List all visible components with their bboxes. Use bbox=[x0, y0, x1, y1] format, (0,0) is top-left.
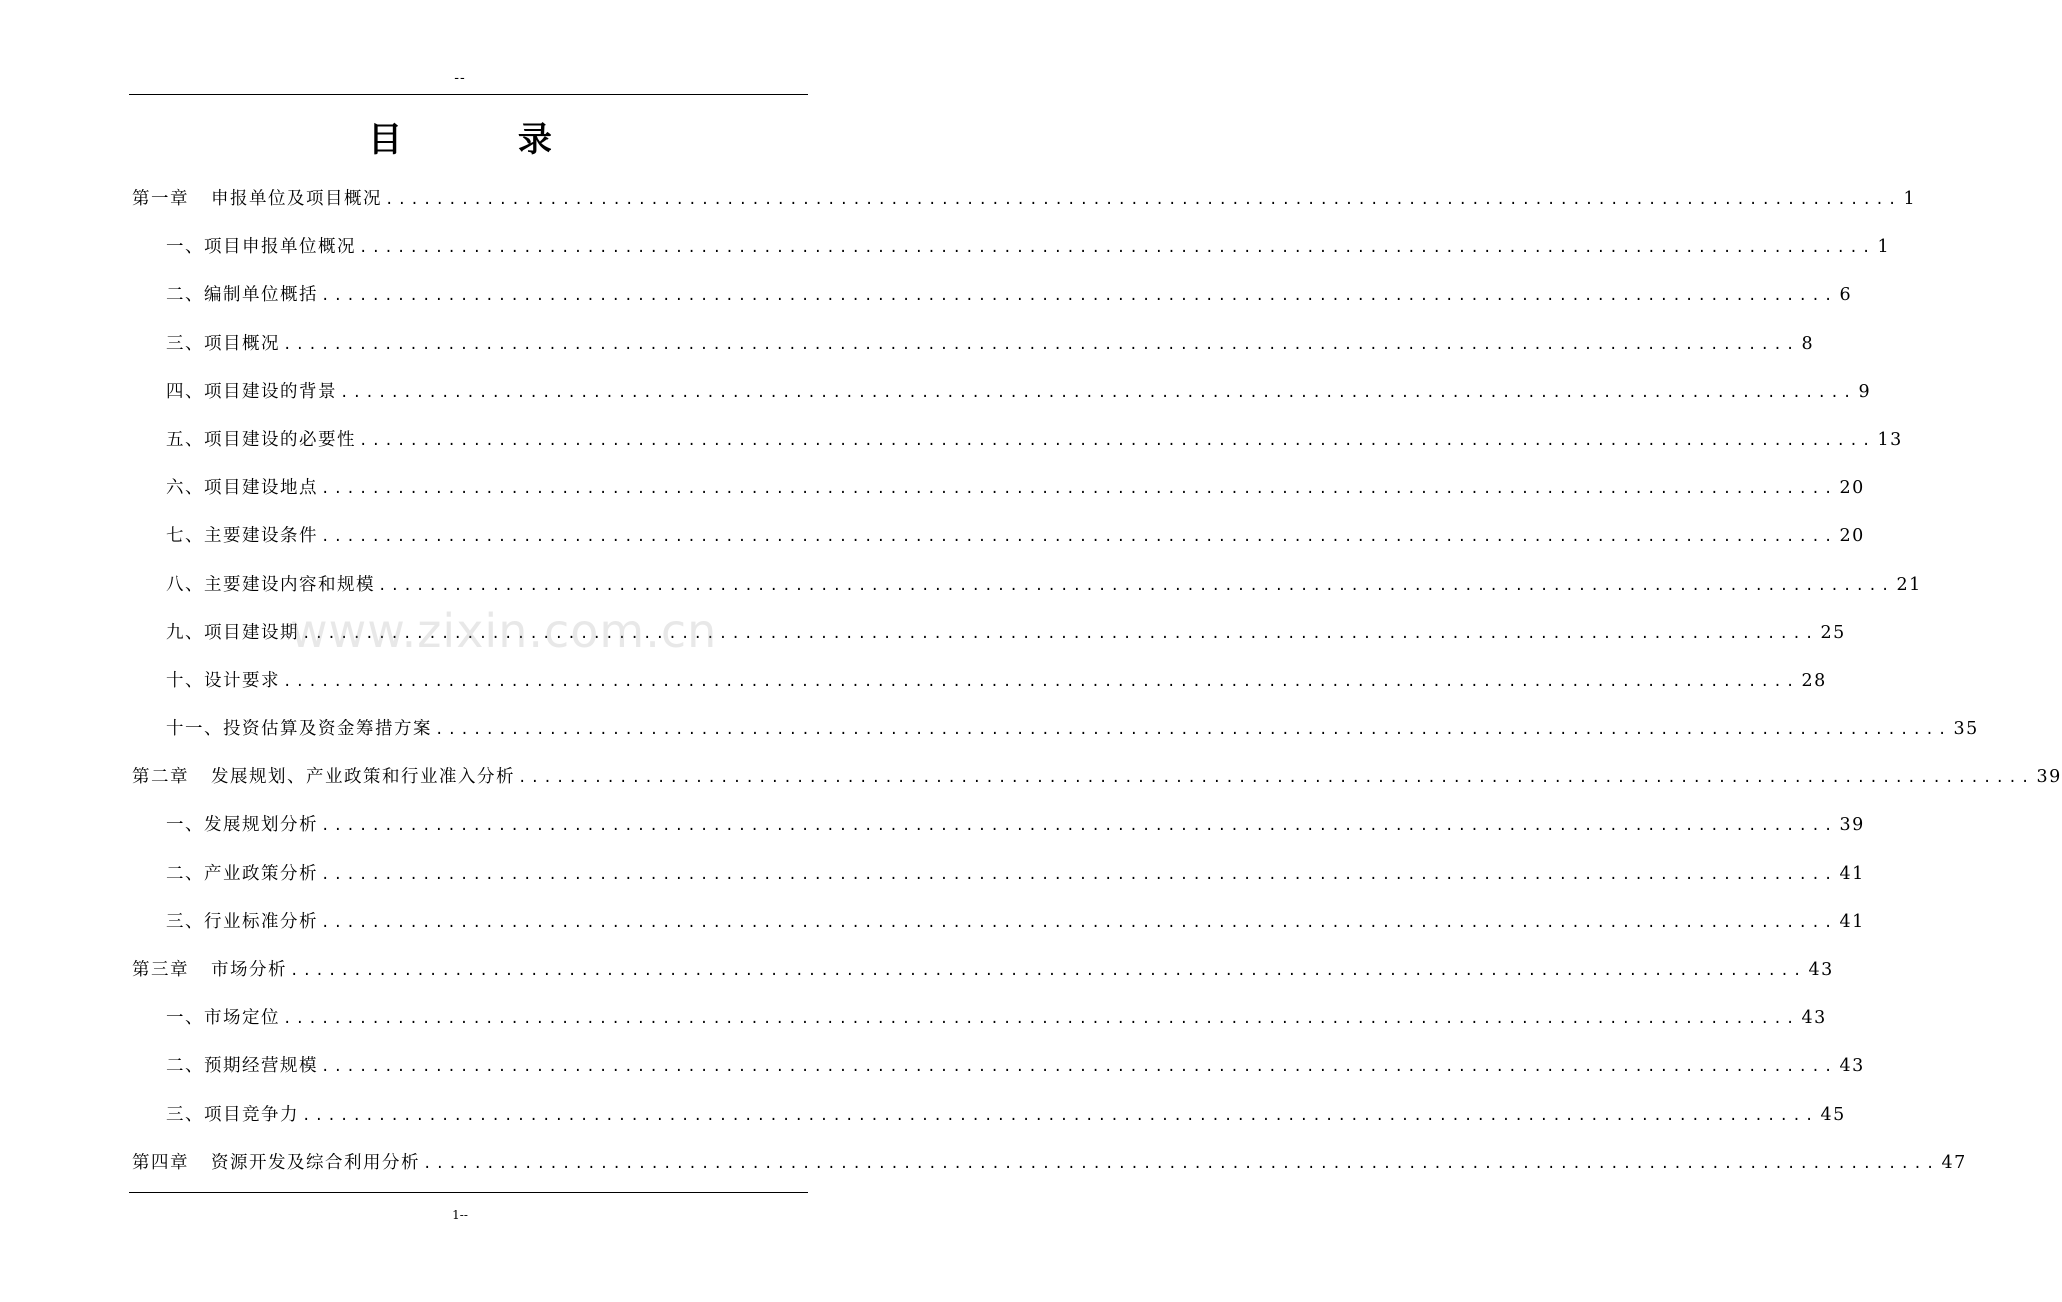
toc-entry-text: 编制单位概括 bbox=[204, 285, 318, 306]
toc-page-number: 45 bbox=[1820, 1104, 1846, 1125]
toc-section-entry[interactable] bbox=[132, 330, 1815, 378]
toc-entry-text: 预期经营规模 bbox=[204, 1056, 318, 1077]
toc-section-entry[interactable] bbox=[132, 1004, 1827, 1052]
toc-dot-leader: ........................................................................................................................ bbox=[340, 384, 1856, 401]
toc-entry-text: 项目建设期 bbox=[204, 622, 299, 643]
toc-dot-leader: ........................................................................................................................ bbox=[321, 818, 1837, 835]
toc-entry-title bbox=[132, 667, 280, 692]
toc-page-number: 1 bbox=[1903, 189, 1917, 209]
toc-dot-leader: ........................................................................................................................ bbox=[385, 192, 1901, 208]
toc-entry-text: 发展规划分析 bbox=[204, 815, 318, 836]
toc-page-number: 43 bbox=[1839, 1056, 1865, 1077]
toc-entry-title bbox=[132, 619, 299, 644]
toc-entry-text: 项目申报单位概况 bbox=[204, 237, 356, 258]
toc-entry-number: 二、 bbox=[166, 863, 204, 884]
toc-entry-text: 主要建设条件 bbox=[204, 526, 318, 547]
toc-page-number: 47 bbox=[1941, 1152, 1967, 1173]
toc-section-entry[interactable] bbox=[132, 908, 1865, 956]
toc-entry-number: 二、 bbox=[166, 1056, 204, 1077]
toc-section-entry[interactable] bbox=[132, 860, 1865, 908]
toc-dot-leader: ........................................................................................................................ bbox=[283, 1011, 1799, 1028]
toc-page-number: 8 bbox=[1801, 333, 1815, 354]
toc-entry-title bbox=[132, 908, 318, 933]
toc-entry-text: 资源开发及综合利用分析 bbox=[211, 1152, 420, 1173]
toc-entry-text: 发展规划、产业政策和行业准入分析 bbox=[211, 767, 515, 788]
toc-page-number: 21 bbox=[1896, 574, 1922, 595]
toc-entry-number: 二、 bbox=[166, 285, 204, 306]
toc-entry-title bbox=[132, 330, 280, 355]
toc-entry-text: 项目概况 bbox=[204, 333, 280, 354]
toc-entry-number: 三、 bbox=[166, 1104, 204, 1125]
toc-page-number: 43 bbox=[1808, 960, 1834, 980]
toc-entry-number: 三、 bbox=[166, 911, 204, 932]
toc-entry-number: 一、 bbox=[166, 1008, 204, 1029]
toc-page-number: 35 bbox=[1953, 719, 1979, 740]
toc-page-number: 41 bbox=[1839, 863, 1865, 884]
toc-entry-text: 市场定位 bbox=[204, 1008, 280, 1029]
toc-dot-leader: ........................................................................................................................ bbox=[321, 529, 1837, 546]
toc-entry-title bbox=[132, 185, 382, 210]
toc-entry-text: 投资估算及资金筹措方案 bbox=[223, 719, 432, 740]
toc-dot-leader: ........................................................................................................................ bbox=[302, 625, 1818, 642]
toc-page-number: 43 bbox=[1801, 1008, 1827, 1029]
toc-entry-title bbox=[132, 1052, 318, 1077]
toc-entry-title bbox=[132, 1149, 420, 1174]
toc-entry-text: 市场分析 bbox=[211, 960, 287, 980]
toc-section-entry[interactable] bbox=[132, 811, 1865, 859]
toc-dot-leader: ........................................................................................................................ bbox=[302, 1107, 1818, 1124]
toc-page-number: 41 bbox=[1839, 911, 1865, 932]
footer-divider bbox=[129, 1192, 808, 1193]
toc-section-entry[interactable] bbox=[132, 571, 1922, 619]
toc-section-entry[interactable] bbox=[132, 1101, 1846, 1149]
toc-dot-leader: ........................................................................................................................ bbox=[321, 288, 1837, 305]
toc-entry-title bbox=[132, 811, 318, 836]
toc-entry-number: 八、 bbox=[166, 574, 204, 595]
toc-entry-text: 项目竞争力 bbox=[204, 1104, 299, 1125]
toc-entry-text: 设计要求 bbox=[204, 670, 280, 691]
toc-page-number: 1 bbox=[1877, 237, 1891, 258]
toc-entry-text: 行业标准分析 bbox=[204, 911, 318, 932]
table-of-contents bbox=[132, 185, 2062, 1197]
toc-entry-number: 一、 bbox=[166, 237, 204, 258]
toc-dot-leader: ........................................................................................................................ bbox=[359, 240, 1875, 257]
toc-entry-text: 项目建设的必要性 bbox=[204, 429, 356, 450]
toc-section-entry[interactable] bbox=[132, 233, 1891, 281]
toc-chapter-entry[interactable] bbox=[132, 1149, 1967, 1197]
toc-entry-text: 项目建设地点 bbox=[204, 478, 318, 499]
toc-section-entry[interactable] bbox=[132, 474, 1865, 522]
toc-dot-leader: ........................................................................................................................ bbox=[321, 481, 1837, 498]
page-footer: 1-- bbox=[452, 1208, 468, 1222]
toc-entry-number: 第四章 bbox=[132, 1152, 189, 1173]
toc-entry-title bbox=[132, 281, 318, 306]
toc-entry-text: 主要建设内容和规模 bbox=[204, 574, 375, 595]
toc-section-entry[interactable] bbox=[132, 426, 1903, 474]
watermark: www.zixin.com.cn bbox=[290, 604, 718, 658]
toc-dot-leader: ........................................................................................................................ bbox=[378, 577, 1894, 594]
toc-entry-number: 六、 bbox=[166, 478, 204, 499]
toc-section-entry[interactable] bbox=[132, 619, 1846, 667]
toc-section-entry[interactable] bbox=[132, 667, 1827, 715]
toc-entry-number: 十、 bbox=[166, 670, 204, 691]
toc-chapter-entry[interactable] bbox=[132, 956, 1834, 1004]
toc-chapter-entry[interactable] bbox=[132, 185, 1917, 233]
toc-entry-number: 一、 bbox=[166, 815, 204, 836]
toc-dot-leader: ........................................................................................................................ bbox=[321, 1059, 1837, 1076]
toc-section-entry[interactable] bbox=[132, 522, 1865, 570]
toc-entry-number: 五、 bbox=[166, 429, 204, 450]
toc-entry-title bbox=[132, 1101, 299, 1126]
toc-entry-title bbox=[132, 474, 318, 499]
toc-entry-title bbox=[132, 571, 375, 596]
toc-page-number: 20 bbox=[1839, 526, 1865, 547]
toc-page-number: 25 bbox=[1820, 622, 1846, 643]
toc-dot-leader: ........................................................................................................................ bbox=[283, 673, 1799, 690]
toc-page-number: 39 bbox=[2036, 767, 2062, 788]
header-divider bbox=[129, 94, 808, 95]
toc-entry-number: 九、 bbox=[166, 622, 204, 643]
toc-dot-leader: ........................................................................................................................ bbox=[321, 866, 1837, 883]
toc-page-number: 39 bbox=[1839, 815, 1865, 836]
toc-entry-number: 第二章 bbox=[132, 767, 189, 788]
toc-entry-number: 四、 bbox=[166, 381, 204, 402]
toc-dot-leader: ........................................................................................................................ bbox=[423, 1155, 1939, 1172]
toc-entry-title bbox=[132, 763, 515, 788]
toc-entry-title bbox=[132, 715, 432, 740]
toc-dot-leader: ........................................................................................................................ bbox=[435, 722, 1951, 739]
toc-entry-title bbox=[132, 426, 356, 451]
toc-page-number: 28 bbox=[1801, 670, 1827, 691]
toc-entry-title bbox=[132, 1004, 280, 1029]
toc-section-entry[interactable] bbox=[132, 281, 1853, 329]
toc-entry-number: 第三章 bbox=[132, 960, 189, 980]
toc-dot-leader: ........................................................................................................................ bbox=[283, 336, 1799, 353]
page-title: 目 录 bbox=[368, 120, 604, 160]
toc-dot-leader: ........................................................................................................................ bbox=[518, 770, 2034, 787]
toc-entry-number: 第一章 bbox=[132, 189, 189, 209]
toc-entry-number: 三、 bbox=[166, 333, 204, 354]
toc-section-entry[interactable] bbox=[132, 1052, 1865, 1100]
toc-dot-leader: ........................................................................................................................ bbox=[290, 963, 1806, 979]
toc-section-entry[interactable] bbox=[132, 378, 1872, 426]
toc-page-number: 6 bbox=[1839, 285, 1853, 306]
toc-entry-title bbox=[132, 522, 318, 547]
toc-entry-text: 项目建设的背景 bbox=[204, 381, 337, 402]
page-header: -- bbox=[454, 70, 466, 86]
toc-page-number: 9 bbox=[1858, 381, 1872, 402]
toc-page-number: 13 bbox=[1877, 429, 1903, 450]
toc-entry-text: 产业政策分析 bbox=[204, 863, 318, 884]
toc-dot-leader: ........................................................................................................................ bbox=[359, 432, 1875, 449]
toc-dot-leader: ........................................................................................................................ bbox=[321, 914, 1837, 931]
toc-entry-title bbox=[132, 860, 318, 885]
toc-entry-text: 申报单位及项目概况 bbox=[211, 189, 382, 209]
toc-entry-title bbox=[132, 233, 356, 258]
toc-entry-number: 七、 bbox=[166, 526, 204, 547]
toc-section-entry[interactable] bbox=[132, 715, 1979, 763]
toc-page-number: 20 bbox=[1839, 478, 1865, 499]
toc-entry-number: 十一、 bbox=[166, 719, 223, 740]
toc-chapter-entry[interactable] bbox=[132, 763, 2062, 811]
toc-entry-title bbox=[132, 378, 337, 403]
toc-entry-title bbox=[132, 956, 287, 981]
